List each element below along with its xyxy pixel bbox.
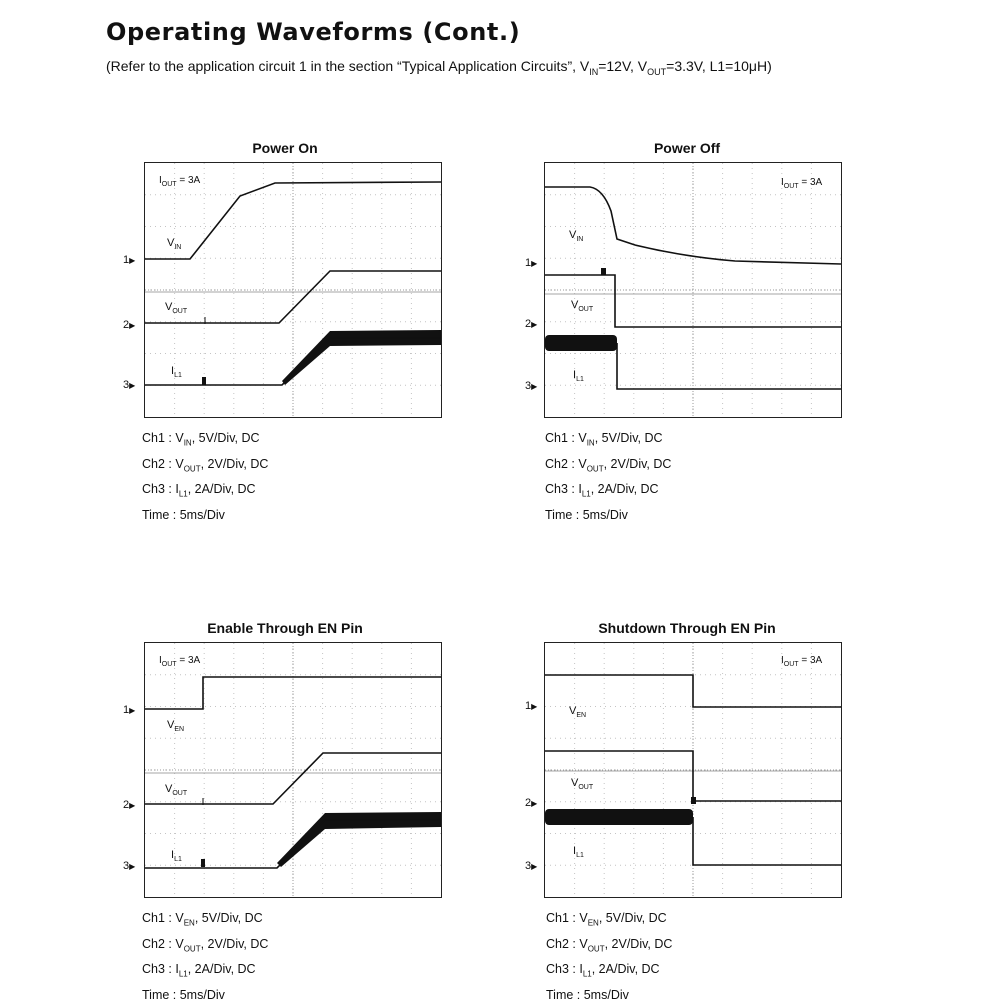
trace-vin (145, 182, 441, 259)
signal-label-ch3: $I_{L1}$ (171, 849, 182, 864)
time-info: Time : 5ms/Div (142, 507, 225, 522)
panel-enable-en (120, 620, 450, 1002)
oscilloscope-screen (144, 642, 442, 898)
time-info: Time : 5ms/Div (142, 987, 225, 1002)
panel-shutdown-en (522, 620, 852, 1002)
signal-label-ch2: $V_{OUT}$ (165, 301, 188, 316)
ch3-info: Ch3 : $I_{L1}$, 2A/Div, DC (142, 482, 256, 499)
channel-2-marker: 2▶ (525, 318, 538, 330)
condition-label: $I_{OUT} = 3A$ (781, 655, 823, 668)
trace-il1 (693, 817, 841, 865)
waveforms (545, 163, 841, 417)
channel-3-marker: 3▶ (525, 380, 538, 392)
waveforms (145, 163, 441, 417)
signal-label-ch3: $I_{L1}$ (171, 365, 182, 380)
channel-2-marker: 2▶ (123, 319, 136, 331)
il1-glitch (202, 377, 206, 385)
signal-label-ch1: $V_{IN}$ (167, 237, 182, 252)
trace-vin (545, 187, 841, 264)
condition-label: $I_{OUT} = 3A$ (159, 655, 201, 668)
waveforms (545, 643, 841, 897)
signal-label-ch1: $V_{EN}$ (569, 705, 587, 720)
panel-power-on (120, 140, 450, 522)
ch2-info: Ch2 : $V_{OUT}$, 2V/Div, DC (545, 456, 672, 473)
signal-label-ch2: $V_{OUT}$ (165, 783, 188, 798)
signal-label-ch3: $I_{L1}$ (573, 369, 584, 384)
trace-il1-envelope (545, 335, 617, 351)
trace-ven (545, 675, 841, 707)
channel-info (546, 908, 672, 1005)
channel-1-marker: 1▶ (123, 704, 136, 716)
channel-info (142, 908, 268, 1005)
channel-info (545, 428, 671, 525)
ch1-info: Ch1 : $V_{EN}$, 5V/Div, DC (546, 911, 667, 928)
trace-vout (145, 271, 441, 323)
il1-glitch (201, 859, 205, 867)
page-subtitle: (Refer to the application circuit 1 in the section “Typical Application Circuits”, $V_{IN}=12V$, $V_{OUT}=3.3V$, L1=10μH) (106, 58, 772, 77)
trace-ven (145, 677, 441, 709)
panel-title: Power On (252, 140, 318, 156)
channel-3-marker: 3▶ (123, 860, 136, 872)
signal-label-ch1: $V_{IN}$ (569, 229, 584, 244)
ch1-info: Ch1 : $V_{IN}$, 5V/Div, DC (142, 431, 260, 448)
waveforms (145, 643, 441, 897)
panel-title: Enable Through EN Pin (207, 620, 363, 636)
channel-3-marker: 3▶ (525, 860, 538, 872)
condition-label: $I_{OUT} = 3A$ (159, 175, 201, 188)
panel-power-off (522, 140, 852, 522)
signal-label-ch2: $V_{OUT}$ (571, 777, 594, 792)
ch1-info: Ch1 : $V_{EN}$, 5V/Div, DC (142, 911, 263, 928)
vout-glitch (601, 268, 606, 275)
ch2-info: Ch2 : $V_{OUT}$, 2V/Div, DC (142, 936, 269, 953)
signal-label-ch1: $V_{EN}$ (167, 719, 185, 734)
ch2-info: Ch2 : $V_{OUT}$, 2V/Div, DC (546, 936, 673, 953)
ch3-info: Ch3 : $I_{L1}$, 2A/Div, DC (142, 962, 256, 979)
condition-label: $I_{OUT} = 3A$ (781, 177, 823, 190)
signal-label-ch3: $I_{L1}$ (573, 845, 584, 860)
channel-2-marker: 2▶ (525, 797, 538, 809)
channel-1-marker: 1▶ (525, 700, 538, 712)
time-info: Time : 5ms/Div (546, 987, 629, 1002)
trace-il1 (617, 343, 841, 389)
trace-il1-envelope (545, 809, 693, 825)
channel-2-marker: 2▶ (123, 799, 136, 811)
signal-label-ch2: $V_{OUT}$ (571, 299, 594, 314)
ch1-info: Ch1 : $V_{IN}$, 5V/Div, DC (545, 431, 663, 448)
vout-glitch (691, 797, 696, 804)
channel-3-marker: 3▶ (123, 379, 136, 391)
ch3-info: Ch3 : $I_{L1}$, 2A/Div, DC (546, 962, 660, 979)
oscilloscope-screen (144, 162, 442, 418)
oscilloscope-screen (544, 642, 842, 898)
ch2-info: Ch2 : $V_{OUT}$, 2V/Div, DC (142, 456, 269, 473)
trace-vout (145, 753, 441, 804)
trace-vout (545, 751, 841, 801)
panel-title: Shutdown Through EN Pin (598, 620, 776, 636)
ch3-info: Ch3 : $I_{L1}$, 2A/Div, DC (545, 482, 659, 499)
channel-info (142, 428, 268, 525)
channel-1-marker: 1▶ (525, 257, 538, 269)
channel-1-marker: 1▶ (123, 254, 136, 266)
page-title: Operating Waveforms (Cont.) (106, 18, 521, 46)
panel-title: Power Off (653, 140, 721, 156)
oscilloscope-screen (544, 162, 842, 418)
time-info: Time : 5ms/Div (545, 507, 628, 522)
